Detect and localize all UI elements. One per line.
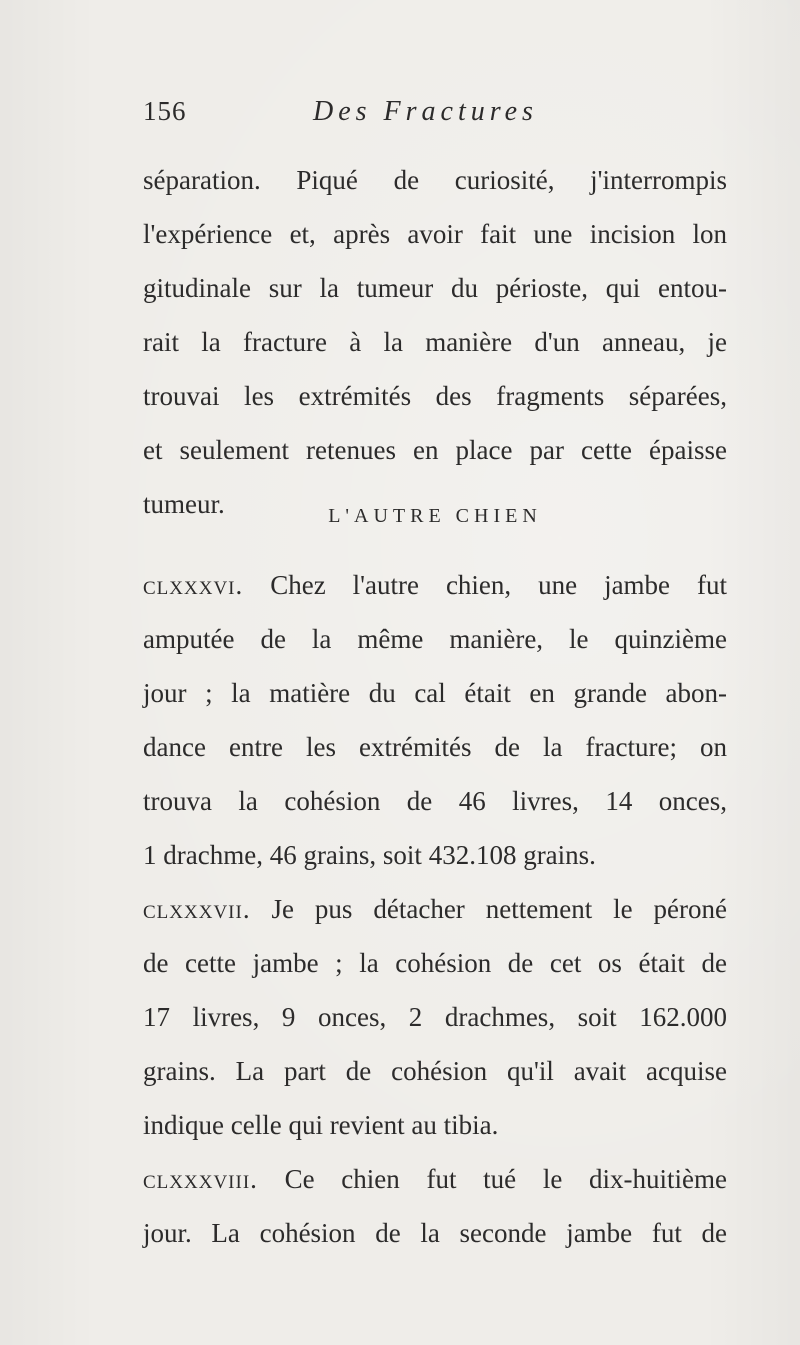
text-line: trouvai les extrémités des fragments séparées, bbox=[143, 381, 727, 411]
text-line: rait la fracture à la manière d'un anneau, je bbox=[143, 327, 727, 357]
text-line: Chez l'autre chien, une jambe fut bbox=[270, 570, 727, 600]
page-number: 156 bbox=[143, 96, 187, 126]
text-line: amputée de la même manière, le quinzième bbox=[143, 624, 727, 654]
running-head bbox=[143, 96, 543, 136]
section-heading: L'AUTRE CHIEN bbox=[328, 505, 542, 527]
text-line: jour. La cohésion de la seconde jambe fut de bbox=[143, 1218, 727, 1248]
text-line: l'expérience et, après avoir fait une incision lon bbox=[143, 219, 727, 249]
text-line: jour ; la matière du cal était en grande abon- bbox=[143, 678, 727, 708]
text-line: séparation. Piqué de curiosité, j'interrompis bbox=[143, 165, 727, 195]
text-line: de cette jambe ; la cohésion de cet os était de bbox=[143, 948, 727, 978]
running-title: Des Fractures bbox=[313, 96, 538, 127]
text-line: grains. La part de cohésion qu'il avait acquise bbox=[143, 1056, 727, 1086]
text-line: indique celle qui revient au tibia. bbox=[143, 1110, 499, 1140]
text-line: Ce chien fut tué le dix-huitième bbox=[284, 1164, 727, 1194]
text-line: tumeur. bbox=[143, 489, 225, 519]
text-line: dance entre les extrémités de la fracture; on bbox=[143, 732, 727, 762]
text-line: gitudinale sur la tumeur du périoste, qui entou- bbox=[143, 273, 727, 303]
text-line: Je pus détacher nettement le péroné bbox=[271, 894, 727, 924]
paragraph-first-line bbox=[143, 889, 727, 929]
paragraph-number: clxxxvii. bbox=[143, 894, 251, 924]
text-line: 17 livres, 9 onces, 2 drachmes, soit 162.000 bbox=[143, 1002, 727, 1032]
paragraph-number: clxxxviii. bbox=[143, 1164, 258, 1194]
paragraph-first-line bbox=[143, 565, 727, 605]
text-line: 1 drachme, 46 grains, soit 432.108 grains. bbox=[143, 840, 596, 870]
paragraph-first-line bbox=[143, 1159, 727, 1199]
text-line: trouva la cohésion de 46 livres, 14 onces, bbox=[143, 786, 727, 816]
paragraph-number: clxxxvi. bbox=[143, 570, 244, 600]
text-line: et seulement retenues en place par cette épaisse bbox=[143, 435, 727, 465]
